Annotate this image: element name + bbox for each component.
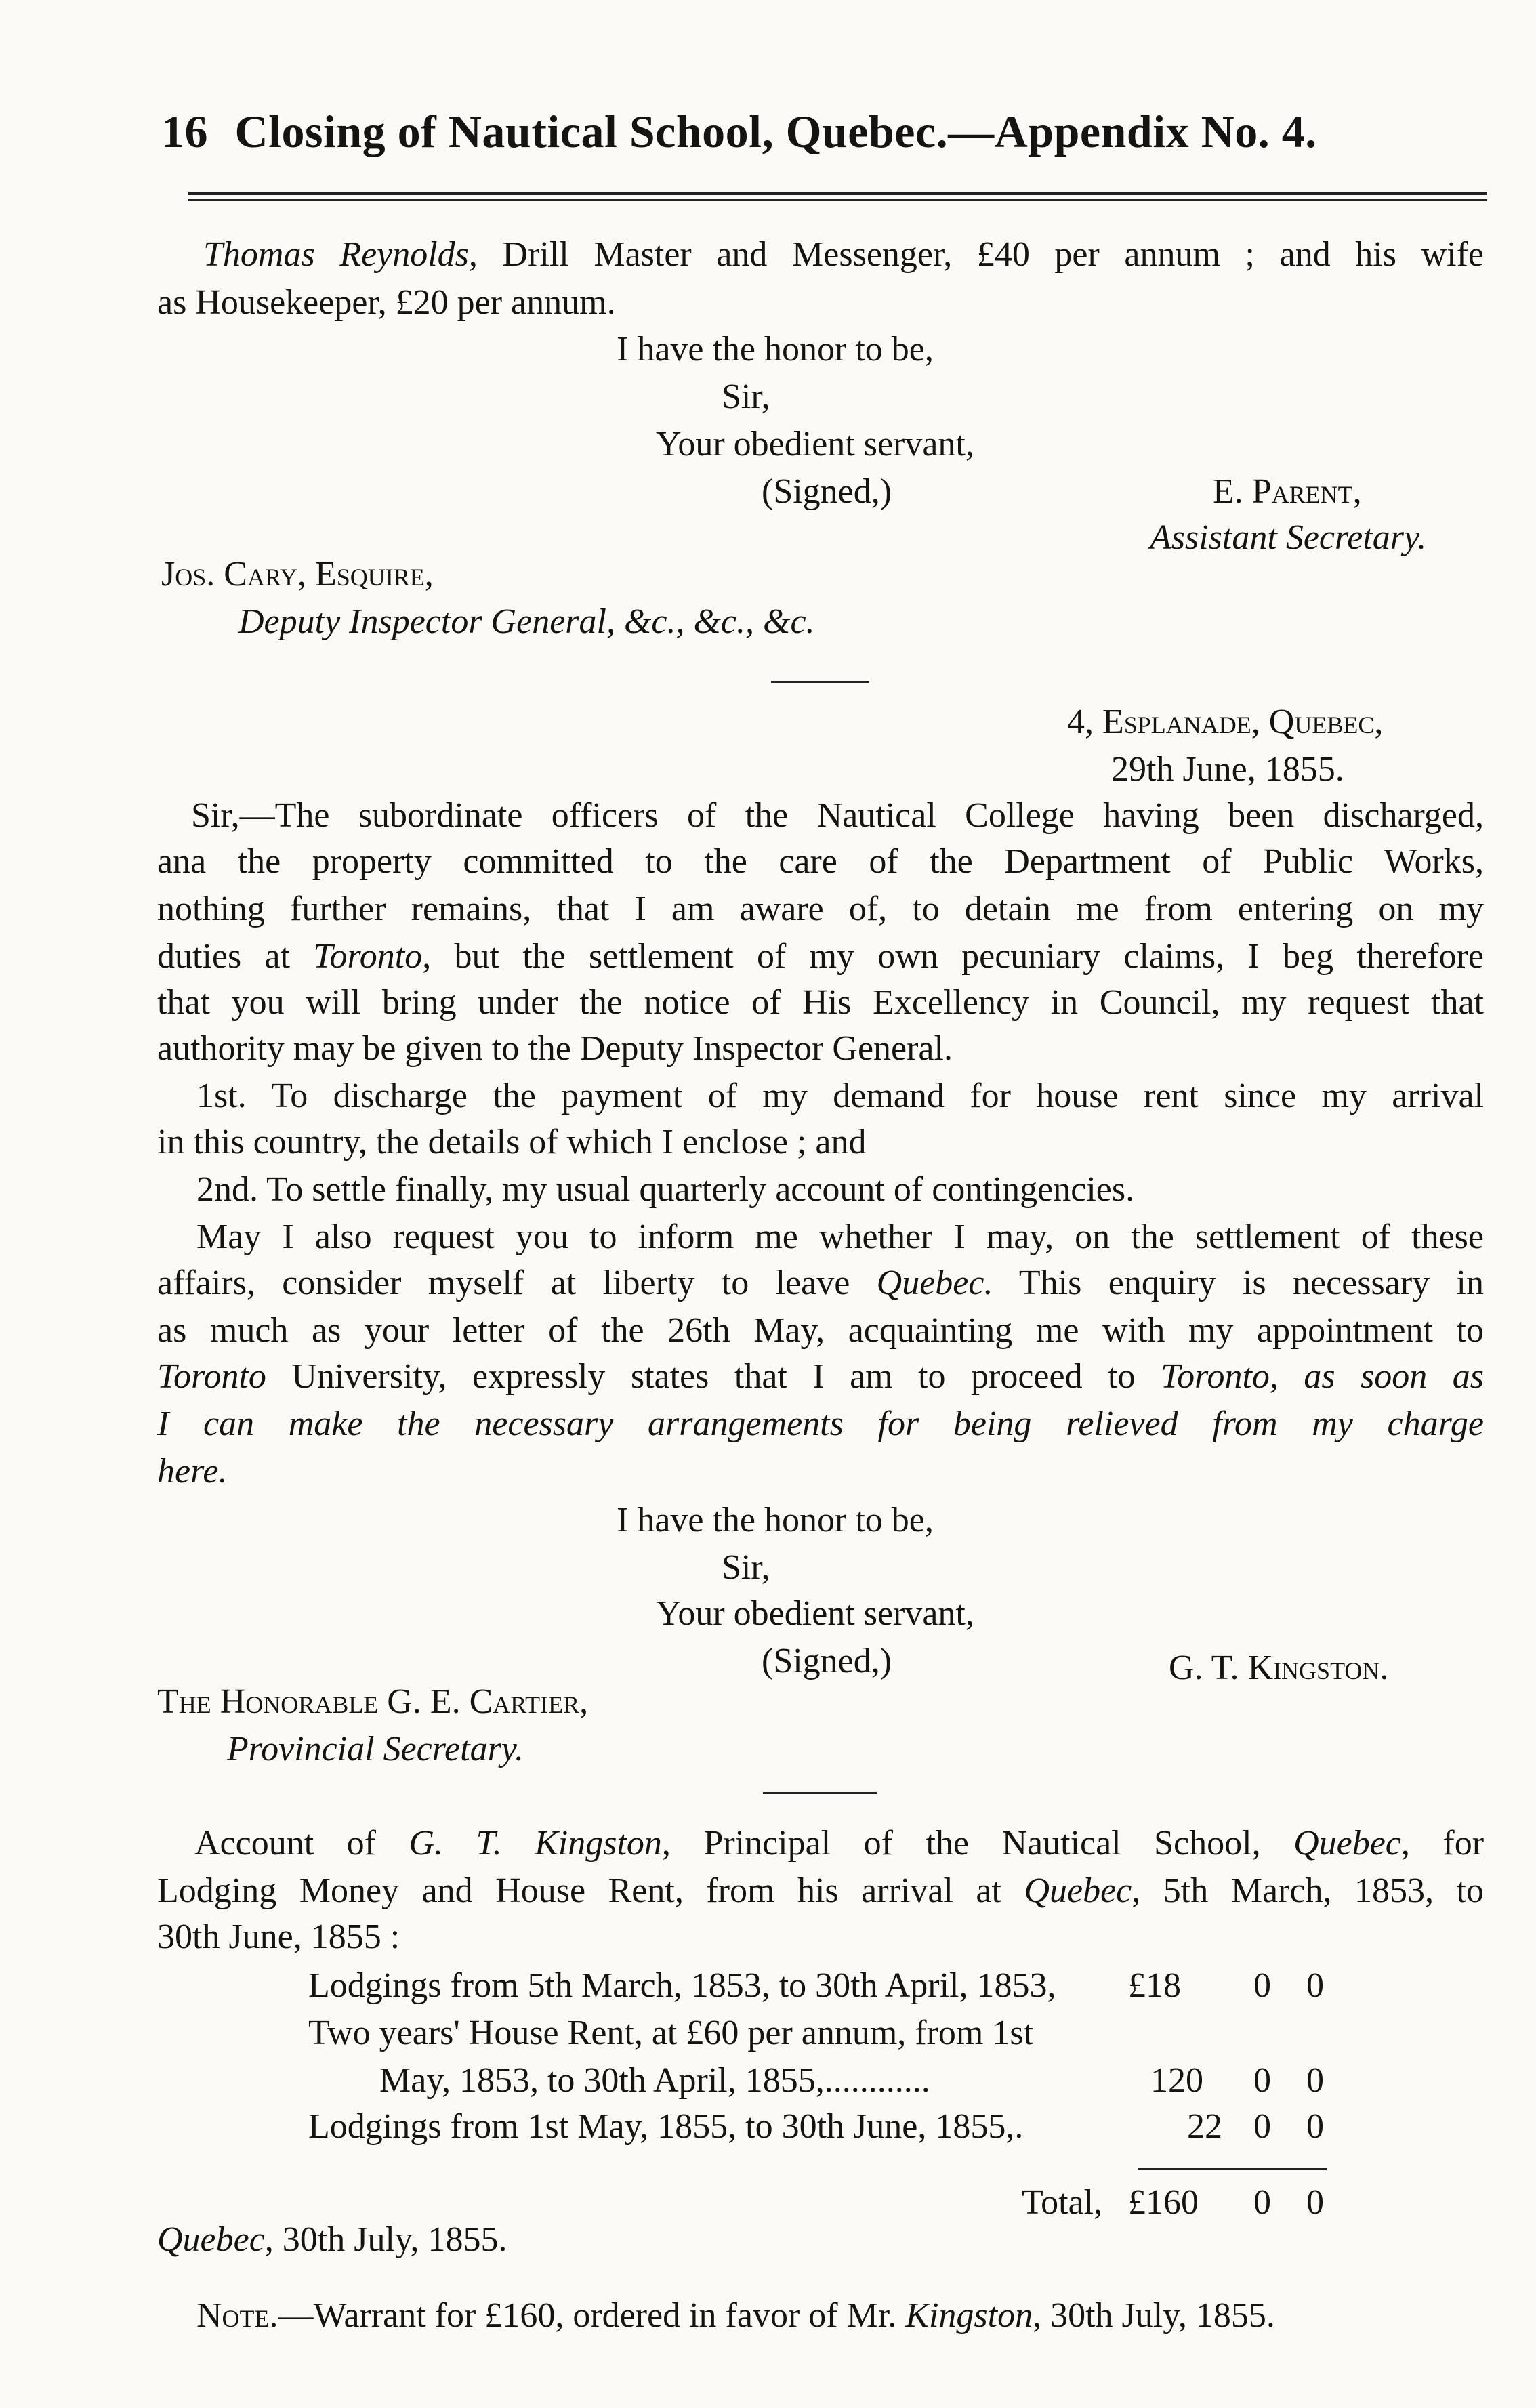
letter2-p4-l2-quebec: Quebec. [876,1264,993,1302]
account-l2 [157,1873,1484,1909]
account-l1-c: , Principal of the Nautical School, [661,1824,1294,1863]
letter1-signed: (Signed,) [762,472,892,511]
letter2-p2-l1-text: 1st. To discharge the payment of my demand for house rent since my arrival [196,1077,1484,1115]
total-pence: 0 [1306,2183,1324,2222]
page-header [161,106,1317,157]
account-item-2-desc: Two years' House Rent, at £60 per annum, from 1st [308,2014,1034,2052]
letter2-p4-l1-text: May I also request you to inform me whether I may, on the settlement of these [196,1218,1484,1256]
letter2-p4-l4-c: Toronto, as soon as [1160,1357,1485,1396]
account-l3: 30th June, 1855 : [157,1917,400,1956]
account-item-4-pence: 0 [1306,2107,1324,2146]
account-item-1-pence: 0 [1306,1966,1324,2005]
account-item-1-shillings: 0 [1253,1966,1271,2005]
account-item-1-desc: Lodgings from 5th March, 1853, to 30th April, 1853, [308,1966,1056,2005]
letter2-date: 29th June, 1855. [1111,750,1344,789]
page-number: 16 [161,106,208,157]
account-quebec-1: Quebec [1293,1824,1401,1863]
separator-2 [763,1792,877,1794]
separator-1 [771,681,869,683]
letter2-p1-l5: that you will bring under the notice of His Excellency in Council, my request that [157,983,1484,1022]
header-rule-thick [188,192,1487,195]
letter1-intro-line1 [157,237,1484,272]
letter2-p1-l2: ana the property committed to the care of the Department of Public Works, [157,842,1484,881]
account-l2-a: Lodging Money and House Rent, from his arrival at [157,1871,1024,1910]
account-l1 [157,1826,1484,1861]
note-kingston: Kingston [905,2296,1033,2335]
account-item-3-desc: May, 1853, to 30th April, 1855,............ [379,2061,930,2100]
letter1-intro-line2: as Housekeeper, £20 per annum. [157,283,616,322]
account-kingston: G. T. Kingston [409,1824,662,1863]
letter2-p1-l4-toronto: Toronto [313,937,423,976]
letter2-p4-l6 [157,1454,227,1489]
note-label: Note. [196,2296,278,2335]
letter2-closing-1: I have the honor to be, [617,1501,934,1539]
letter2-closing-2: Sir, [722,1548,770,1587]
letter2-signer-name: G. T. Kingston. [1169,1648,1389,1687]
letter2-p4-l1 [157,1220,1484,1255]
account-item-3-shillings: 0 [1253,2061,1271,2100]
account-l1-a: Account of [194,1824,409,1863]
letter1-closing-2: Sir, [722,377,770,416]
letter2-p4-l2 [157,1266,1484,1301]
letter2-signed: (Signed,) [762,1642,892,1680]
letter2-p4-l5 [157,1407,1484,1442]
account-item-4-pounds: 22 [1187,2107,1222,2146]
account-item-3-pounds: 120 [1150,2061,1203,2100]
letter2-address: 4, Esplanade, Quebec, [1067,703,1384,741]
letter2-p1-l3: nothing further remains, that I am aware of, to detain me from entering on my [157,890,1484,928]
account-item-3-pence: 0 [1306,2061,1324,2100]
letter2-p4-l5-text: I can make the necessary arrangements for being relieved from my charge [157,1405,1484,1443]
letter1-addressee-name: Jos. Cary, Esquire, [161,555,434,594]
note-text-c: , 30th July, 1855. [1033,2296,1275,2335]
letter1-closing-1: I have the honor to be, [617,330,934,369]
note [196,2298,1275,2333]
account-place: Quebec [157,2220,265,2259]
reynolds-name: Thomas Reynolds [203,235,469,274]
letter1-addressee-title-text: Deputy Inspector General, &c., &c., &c. [238,602,815,641]
letter1-signer-title [1150,520,1426,556]
account-item-1-pounds: £18 [1128,1966,1181,2005]
header-rule-thin [188,199,1487,201]
letter2-p2-l2: in this country, the details of which I enclose ; and [157,1123,867,1161]
letter2-addressee-title [227,1732,524,1767]
letter2-p3-l1: 2nd. To settle finally, my usual quarterly account of contingencies. [196,1170,1135,1209]
account-l1-e: , for [1400,1824,1485,1863]
letter2-addressee-title-text: Provincial Secretary. [227,1730,524,1768]
letter2-p2-l1 [157,1079,1484,1114]
account-item-4-shillings: 0 [1253,2107,1271,2146]
letter2-p4-l2-a: affairs, consider myself at liberty to leave [157,1264,877,1302]
page-title: Closing of Nautical School, Quebec.—Appendix No. 4. [234,106,1317,157]
letter1-signer-title-text: Assistant Secretary. [1150,518,1427,557]
letter1-addressee-title [238,604,815,640]
total-rule [1138,2168,1327,2170]
account-quebec-2: Quebec [1024,1871,1132,1910]
letter2-p1-l4-a: duties at [157,937,314,976]
total-pounds: £160 [1128,2183,1199,2222]
account-item-4-desc: Lodgings from 1st May, 1855, to 30th June, 1855,. [308,2107,1024,2146]
letter2-p4-l2-c: This enquiry is necessary in [993,1264,1485,1302]
total-label: Total, [1022,2183,1103,2222]
letter2-p4-l6-text: here. [157,1452,228,1491]
account-date: , 30th July, 1855. [264,2220,507,2259]
letter2-p1-l4-c: , but the settlement of my own pecuniary claims, I beg therefore [422,937,1484,976]
letter2-p1-l1-text: Sir,—The subordinate officers of the Nautical College having been discharged, [191,796,1484,835]
letter2-p4-l4 [157,1359,1484,1394]
letter2-addressee-name: The Honorable G. E. Cartier, [157,1682,589,1721]
letter2-p4-l4-b: University, expressly states that I am to proceed to [266,1357,1161,1396]
account-l2-c: , 5th March, 1853, to [1132,1871,1485,1910]
letter2-p4-l3: as much as your letter of the 26th May, acquainting me with my appointment to [157,1311,1484,1350]
account-place-date [157,2222,507,2258]
note-text-a: —Warrant for £160, ordered in favor of Mr. [278,2296,906,2335]
letter2-p1-l6: authority may be given to the Deputy Inspector General. [157,1029,953,1068]
letter2-p4-l4-toronto: Toronto [157,1357,266,1396]
letter1-intro-text: , Drill Master and Messenger, £40 per annum ; and his wife [468,235,1484,274]
total-shillings: 0 [1253,2183,1271,2222]
letter2-p1-l4 [157,939,1484,974]
letter1-closing-3: Your obedient servant, [656,425,974,463]
letter2-closing-3: Your obedient servant, [656,1594,974,1633]
letter1-signer-name: E. Parent, [1213,472,1362,511]
letter2-p1-l1 [157,798,1484,833]
